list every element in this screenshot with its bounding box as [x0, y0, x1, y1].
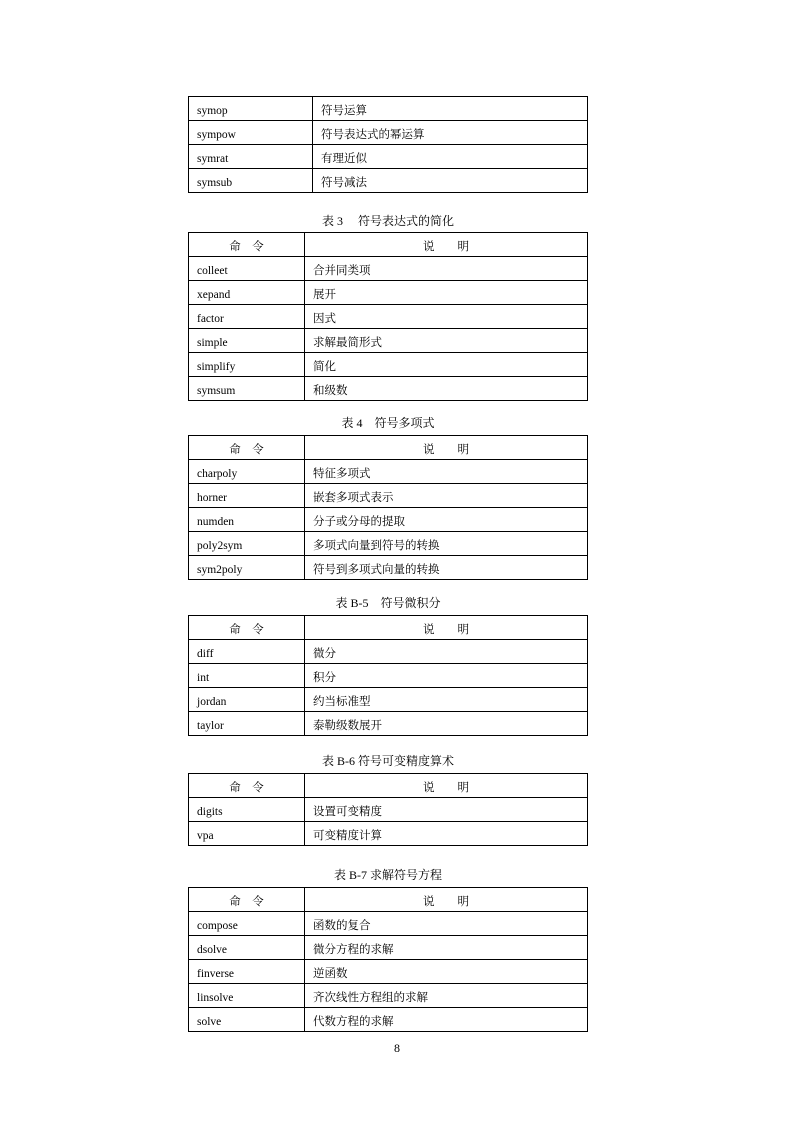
table-row [189, 97, 588, 121]
table-row [189, 556, 588, 580]
cell-command: simplify [189, 353, 305, 377]
cell-description: 特征多项式 [305, 460, 588, 484]
header-description: 说 明 [305, 233, 588, 257]
cell-description: 微分方程的求解 [305, 936, 588, 960]
table-header-row [189, 774, 588, 798]
table-row [189, 936, 588, 960]
cell-description: 逆函数 [305, 960, 588, 984]
table-caption: 表 B-6 符号可变精度算术 [321, 754, 454, 768]
cell-command: poly2sym [189, 532, 305, 556]
cell-command: symsum [189, 377, 305, 401]
cell-description: 齐次线性方程组的求解 [305, 984, 588, 1008]
cell-description: 符号运算 [313, 97, 588, 121]
table-row [189, 145, 588, 169]
cell-description: 简化 [305, 353, 588, 377]
table-header-row [189, 233, 588, 257]
table-row [189, 508, 588, 532]
cell-command: dsolve [189, 936, 305, 960]
table-row [189, 281, 588, 305]
cell-command: xepand [189, 281, 305, 305]
table-row [189, 664, 588, 688]
table-row [189, 688, 588, 712]
cell-description: 函数的复合 [305, 912, 588, 936]
cell-command: taylor [189, 712, 305, 736]
table-row [189, 640, 588, 664]
cell-command: compose [189, 912, 305, 936]
table-row [189, 377, 588, 401]
table-caption: 表 3 符号表达式的简化 [321, 214, 454, 228]
cell-command: vpa [189, 822, 305, 846]
cell-description: 分子或分母的提取 [305, 508, 588, 532]
cell-command: finverse [189, 960, 305, 984]
cell-command: int [189, 664, 305, 688]
cell-command: symop [189, 97, 313, 121]
header-description: 说 明 [305, 774, 588, 798]
cell-description: 设置可变精度 [305, 798, 588, 822]
header-command: 命 令 [189, 233, 305, 257]
table-simplification [188, 232, 588, 401]
table-symbolic-ops [188, 96, 588, 193]
table-row [189, 121, 588, 145]
table-header-row [189, 616, 588, 640]
table-row [189, 169, 588, 193]
table-row [189, 532, 588, 556]
header-description: 说 明 [305, 436, 588, 460]
cell-description: 符号表达式的幂运算 [313, 121, 588, 145]
table-row [189, 984, 588, 1008]
table-row [189, 353, 588, 377]
header-command: 命 令 [189, 774, 305, 798]
table-row [189, 1008, 588, 1032]
table-header-row [189, 888, 588, 912]
cell-command: numden [189, 508, 305, 532]
cell-command: horner [189, 484, 305, 508]
cell-command: symrat [189, 145, 313, 169]
cell-command: factor [189, 305, 305, 329]
table-row [189, 305, 588, 329]
table-row [189, 257, 588, 281]
table-calculus [188, 615, 588, 736]
cell-description: 可变精度计算 [305, 822, 588, 846]
cell-description: 嵌套多项式表示 [305, 484, 588, 508]
table-row [189, 822, 588, 846]
cell-description: 多项式向量到符号的转换 [305, 532, 588, 556]
table-caption: 表 4 符号多项式 [341, 416, 435, 430]
table-row [189, 460, 588, 484]
cell-description: 符号减法 [313, 169, 588, 193]
cell-command: diff [189, 640, 305, 664]
cell-command: charpoly [189, 460, 305, 484]
table-row [189, 912, 588, 936]
cell-description: 展开 [305, 281, 588, 305]
cell-command: sym2poly [189, 556, 305, 580]
table-equation-solving [188, 887, 588, 1032]
cell-command: colleet [189, 257, 305, 281]
cell-command: simple [189, 329, 305, 353]
header-command: 命 令 [189, 436, 305, 460]
cell-description: 积分 [305, 664, 588, 688]
cell-description: 求解最简形式 [305, 329, 588, 353]
cell-description: 泰勒级数展开 [305, 712, 588, 736]
table-row [189, 960, 588, 984]
table-caption: 表 B-7 求解符号方程 [333, 868, 442, 882]
header-description: 说 明 [305, 616, 588, 640]
cell-description: 因式 [305, 305, 588, 329]
cell-description: 微分 [305, 640, 588, 664]
table-header-row [189, 436, 588, 460]
table-variable-precision [188, 773, 588, 846]
table-row [189, 798, 588, 822]
cell-description: 和级数 [305, 377, 588, 401]
cell-command: linsolve [189, 984, 305, 1008]
cell-command: solve [189, 1008, 305, 1032]
header-description: 说 明 [305, 888, 588, 912]
table-row [189, 712, 588, 736]
header-command: 命 令 [189, 616, 305, 640]
header-command: 命 令 [189, 888, 305, 912]
cell-description: 合并同类项 [305, 257, 588, 281]
cell-command: jordan [189, 688, 305, 712]
cell-description: 有理近似 [313, 145, 588, 169]
cell-description: 代数方程的求解 [305, 1008, 588, 1032]
table-row [189, 329, 588, 353]
cell-description: 约当标准型 [305, 688, 588, 712]
table-row [189, 484, 588, 508]
page-number: 8 [394, 1041, 400, 1055]
cell-command: symsub [189, 169, 313, 193]
table-caption: 表 B-5 符号微积分 [335, 596, 441, 610]
cell-description: 符号到多项式向量的转换 [305, 556, 588, 580]
cell-command: sympow [189, 121, 313, 145]
cell-command: digits [189, 798, 305, 822]
table-polynomials [188, 435, 588, 580]
